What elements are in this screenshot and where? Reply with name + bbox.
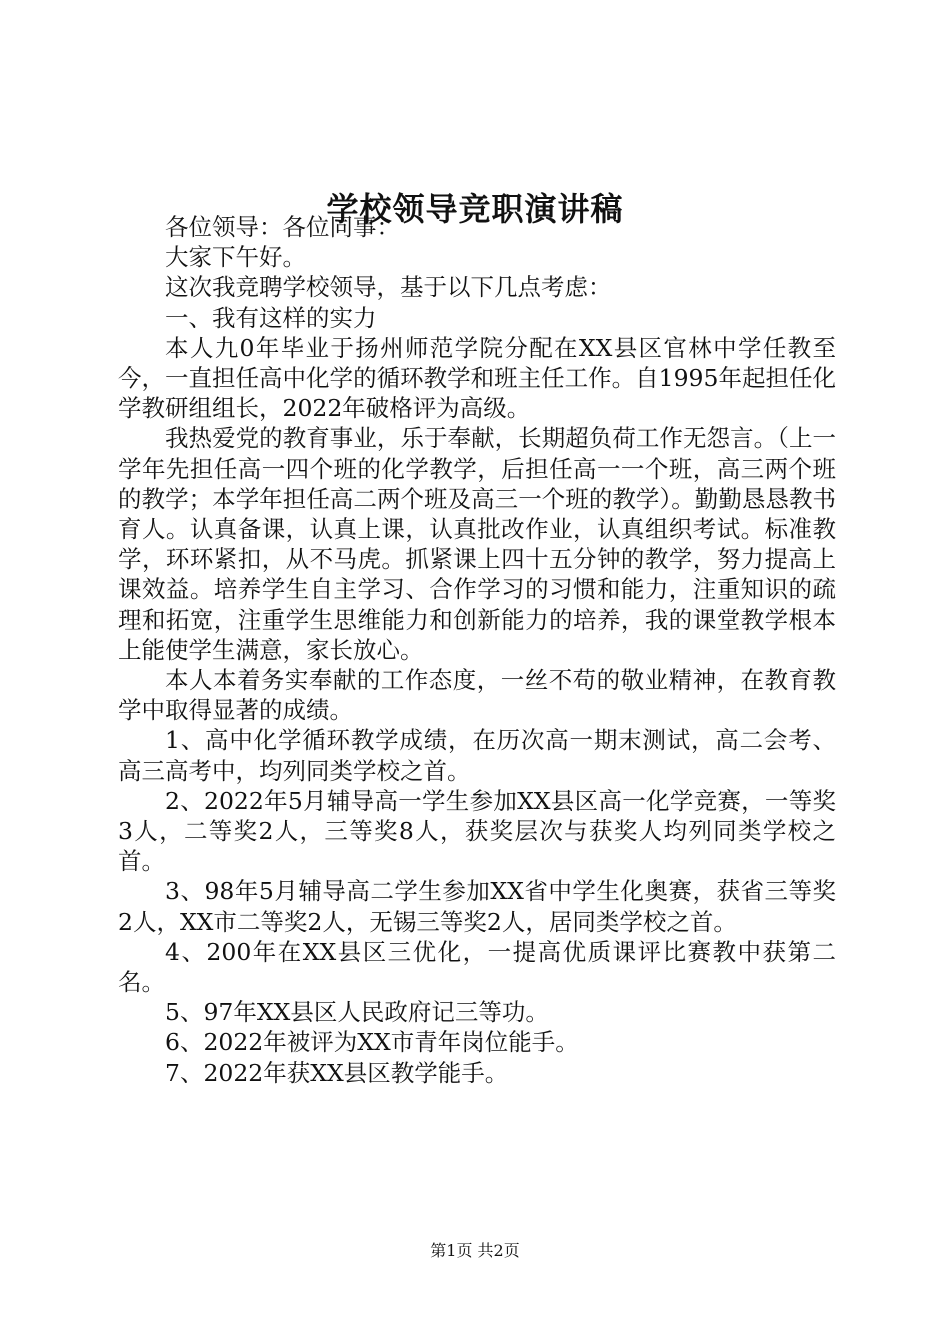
document-title: 学校领导竞职演讲稿 bbox=[326, 190, 624, 228]
achievements-intro-paragraph: 本人本着务实奉献的工作态度，一丝不苟的敬业精神，在教育教学中取得显著的成绩。 bbox=[118, 666, 836, 725]
salutation-paragraph: 大家下午好。 bbox=[165, 243, 306, 272]
document-body bbox=[118, 212, 836, 1088]
greeting-paragraph: 各位领导：各位同事： bbox=[165, 213, 400, 241]
background-paragraph: 本人九0年毕业于扬州师范学院分配在XX县区官林中学任教至今，一直担任高中化学的循环教学和班主任工作。自1995年起担任化学教研组组长，2022年破格评为高级。 bbox=[118, 333, 836, 423]
achievement-item: 3、98年5月辅导高二学生参加XX省中学生化奥赛，获省三等奖2人，XX市二等奖2人，无锡三等奖2人，居同类学校之首。 bbox=[118, 877, 836, 936]
achievement-item: 1、高中化学循环教学成绩，在历次高一期末测试，高二会考、高三高考中，均列同类学校之首。 bbox=[118, 726, 836, 785]
intro-paragraph: 这次我竞聘学校领导，基于以下几点考虑： bbox=[165, 273, 612, 302]
achievement-item: 2、2022年5月辅导高一学生参加XX县区高一化学竞赛，一等奖3人，二等奖2人，三等奖8人，获奖层次与获奖人均列同类学校之首。 bbox=[118, 786, 836, 876]
page-number-footer: 第1页 共2页 bbox=[430, 1241, 520, 1260]
dedication-paragraph: 我热爱党的教育事业，乐于奉献，长期超负荷工作无怨言。（上一学年先担任高一四个班的化学教学，后担任高一一个班，高三两个班的教学；本学年担任高二两个班及高三一个班的教学）。勤勤恳恳教书育人。认真备课，认真上课，认真批改作业，认真组织考试。标准教学，环环紧扣，从不马虎。抓紧课上四十五分钟的教学，努力提高上课效益。培养学生自主学习、合作学习的习惯和能力，注重知识的疏理和拓宽，注重学生思维能力和创新能力的培养，我的课堂教学根本上能使学生满意，家长放心。 bbox=[118, 424, 836, 664]
achievement-item: 7、2022年获XX县区教学能手。 bbox=[165, 1058, 509, 1087]
achievement-item: 5、97年XX县区人民政府记三等功。 bbox=[165, 998, 549, 1027]
achievement-item: 4、200年在XX县区三优化，一提高优质课评比赛教中获第二名。 bbox=[118, 937, 836, 997]
achievement-item: 6、2022年被评为XX市青年岗位能手。 bbox=[165, 1028, 579, 1057]
section-heading: 一、我有这样的实力 bbox=[165, 303, 377, 332]
